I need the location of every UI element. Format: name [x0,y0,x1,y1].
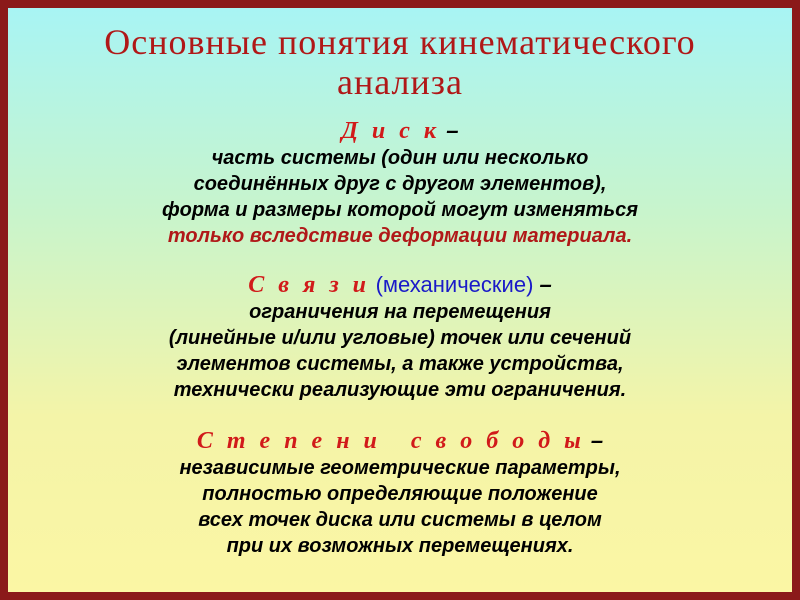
definition-degrees-of-freedom [8,428,792,559]
dof-line-1: независимые геометрические параметры, [179,457,621,479]
links-line-2: (линейные и/или угловые) точек или сечений [168,327,632,349]
disk-line-1: часть системы (один или несколько [211,147,589,169]
disk-line-2: соединённых друг с другом элементов), [193,173,607,195]
slide-title [8,22,792,102]
links-line-4: технически реализующие эти ограничения. [173,379,627,401]
dof-line-4: при их возможных перемещениях. [226,535,574,557]
links-heading [8,272,792,299]
dof-line-2: полностью определяющие положение [202,483,598,505]
links-term: С в я з и [248,272,371,298]
title-line-2: анализа [337,62,463,102]
definition-disk [8,118,792,249]
dof-heading [8,428,792,455]
dof-dash: – [584,428,604,453]
definition-links [8,272,792,403]
disk-highlight-line: только вследствие деформации материала. [167,225,633,247]
links-term-note: (механические) [375,272,534,297]
dof-line-3: всех точек диска или системы в целом [198,509,602,531]
links-line-3: элементов системы, а также устройства, [176,353,624,375]
disk-term: Д и с к [341,118,441,144]
slide [8,8,792,592]
links-dash: – [533,272,552,297]
links-line-1: ограничения на перемещения [249,301,551,323]
disk-line-3: форма и размеры которой могут изменяться [161,199,639,221]
title-line-1: Основные понятия кинематического [104,22,696,62]
disk-heading [8,118,792,145]
dof-term: С т е п е н и с в о б о д ы [196,428,585,454]
disk-dash: – [440,118,459,143]
